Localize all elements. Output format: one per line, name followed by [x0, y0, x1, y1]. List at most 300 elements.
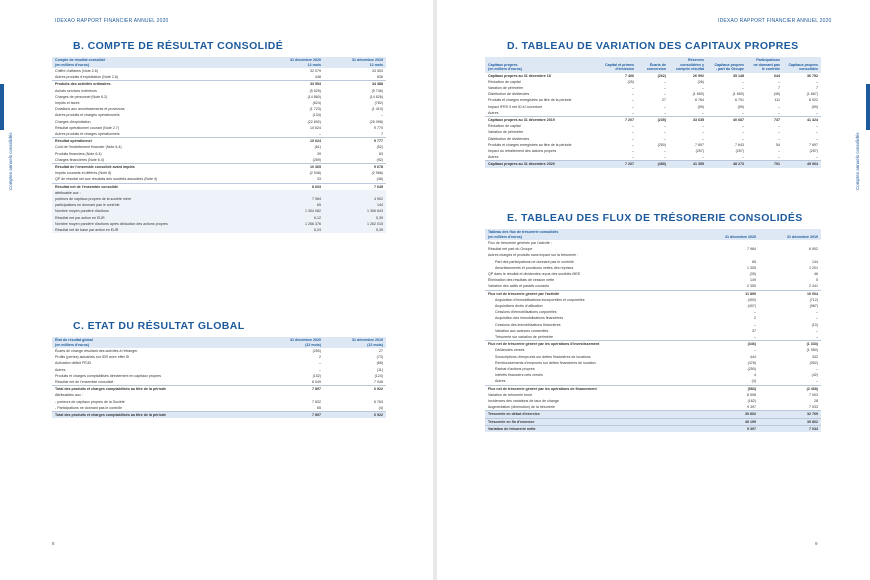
column-header: Compte de résultat consolidé (en milliers d'euros): [52, 57, 262, 68]
cell-value: 6 764: [695, 98, 704, 103]
value-prior-year: (5 746): [371, 88, 383, 93]
row-label: Attribuables aux :: [55, 393, 83, 398]
row-label: Trésorerie en début d'exercice: [485, 411, 697, 418]
row-label: Variation de périmètre: [488, 85, 524, 90]
value-prior-year: 6 922: [324, 412, 386, 419]
cell-value: –: [632, 98, 634, 103]
row-label: - porteurs de capitaux propres de la Société: [55, 399, 125, 404]
cell-value: –: [632, 124, 634, 129]
cell-value: 7 697: [809, 142, 818, 147]
value-prior-year: 32 769: [759, 411, 821, 418]
cell-value: 40 687: [707, 116, 747, 123]
cell-value: –: [632, 130, 634, 135]
cell-value: –: [632, 136, 634, 141]
cell-value: (257): [695, 148, 704, 153]
value-prior-year: 7 033: [809, 405, 818, 410]
table-row: [485, 385, 821, 392]
cell-value: –: [816, 110, 818, 115]
page-number: 8: [52, 541, 55, 546]
value-prior-year: –: [816, 379, 818, 384]
row-label: Acquisitions droits d'utilisation: [495, 304, 543, 309]
row-label: Profits (pertes) actuariels sur IDR avec effet ID: [55, 355, 130, 360]
cell-value: –: [742, 130, 744, 135]
cell-value: –: [742, 79, 744, 84]
table-row: [52, 405, 386, 412]
cell-value: –: [664, 104, 666, 109]
table-row: [52, 183, 386, 190]
row-label: Résultat de l'ensemble consolidé avant impôts: [52, 164, 262, 171]
left-page: [0, 0, 433, 580]
side-label: Comptes annuels consolidés: [855, 132, 860, 190]
value-prior-year: (11): [376, 367, 383, 372]
section-c-title: C. ETAT DU RÉSULTAT GLOBAL: [73, 320, 245, 332]
value-current-year: (624): [312, 101, 321, 106]
cell-value: (1 650): [692, 92, 704, 97]
table-row: [485, 154, 821, 161]
column-header: Réserves consolidées y compris résultat: [669, 57, 707, 73]
column-header: État du résultat global (en milliers d'euros): [52, 337, 262, 348]
row-label: Produits et charges enregistrés au titre de la période: [488, 98, 572, 103]
value-current-year: (407): [747, 304, 756, 309]
value-prior-year: (2 468): [759, 385, 821, 392]
row-label: Acquisition d'immobilisations incorporelles et corporelles: [495, 297, 585, 302]
row-label: Produits financiers (Note 6.4): [55, 151, 102, 156]
value-current-year: (14 860): [307, 94, 321, 99]
row-label: Charges financières (Note 6.4): [55, 157, 104, 162]
table-row: [485, 425, 821, 432]
value-prior-year: 7 645: [324, 183, 386, 190]
table-row: [52, 164, 386, 171]
cell-value: 791: [747, 161, 783, 168]
value-prior-year: (10): [811, 322, 818, 327]
cell-value: –: [664, 124, 666, 129]
cell-value: –: [816, 155, 818, 160]
cell-value: (257): [809, 148, 818, 153]
cell-value: –: [742, 155, 744, 160]
value-current-year: 65: [262, 202, 324, 208]
value-prior-year: 6 922: [324, 386, 386, 393]
cell-value: –: [702, 130, 704, 135]
value-current-year: (250): [312, 349, 321, 353]
table-row: [485, 334, 821, 341]
table-row: [52, 227, 386, 233]
value-prior-year: (952): [809, 360, 818, 365]
value-current-year: –: [754, 310, 756, 315]
cell-value: –: [632, 110, 634, 115]
value-prior-year: 9 777: [324, 138, 386, 145]
cell-value: 7: [816, 85, 818, 90]
row-label: Résultat net de l'ensemble consolidé: [52, 183, 262, 190]
cell-value: (45): [773, 92, 780, 97]
row-label: Flux net de trésorerie généré par l'activité: [485, 290, 697, 297]
value-current-year: 1 266 376: [262, 221, 324, 227]
value-current-year: 65: [317, 405, 321, 410]
value-current-year: (22 892): [307, 119, 321, 124]
cell-value: 737: [747, 116, 783, 123]
row-label: Résultat net part du Groupe: [488, 247, 533, 252]
cell-value: 41 355: [669, 161, 707, 168]
value-current-year: 7 897: [262, 386, 324, 393]
cell-value: –: [742, 110, 744, 115]
value-prior-year: (2 986): [371, 171, 383, 176]
cell-value: –: [778, 124, 780, 129]
row-label: - Participations ne donnant pas le contrôle: [55, 405, 123, 410]
row-label: Capitaux propres au 31 décembre 2019: [485, 116, 599, 123]
value-current-year: (346): [697, 341, 759, 348]
page-number: 9: [815, 541, 818, 546]
value-current-year: 49 199: [697, 418, 759, 425]
column-header: 31 décembre 2019 (12 mois): [324, 337, 386, 348]
cell-value: (59): [737, 104, 744, 109]
cell-value: (26): [697, 79, 704, 84]
row-label: Autres: [495, 379, 506, 384]
row-label: Remboursements d'emprunts sur dettes financières de location: [495, 360, 596, 365]
table-row: [52, 386, 386, 393]
equity-changes-table: [485, 57, 821, 168]
cell-value: 33 635: [669, 116, 707, 123]
value-current-year: 7 984: [747, 247, 756, 252]
row-label: Achats services extérieurs: [55, 88, 97, 93]
table-row: [52, 138, 386, 145]
cell-value: 644: [774, 73, 780, 78]
cell-value: –: [702, 155, 704, 160]
row-label: Flux de trésorerie générés par l'activité :: [488, 241, 552, 245]
row-label: Variation aux avances consenties: [495, 328, 549, 333]
value-current-year: (5 529): [309, 88, 321, 93]
value-current-year: 6,24: [262, 227, 324, 233]
row-label: Réduction de capital: [488, 124, 521, 129]
row-label: Produits et charges enregistrés au titre de la période: [488, 142, 572, 147]
table-row: [485, 161, 821, 168]
value-prior-year: (25 098): [369, 119, 383, 124]
cell-value: –: [664, 110, 666, 115]
column-header: Capitaux propres consolidés: [783, 57, 821, 73]
cell-value: (1 650): [732, 92, 744, 97]
cell-value: –: [778, 148, 780, 153]
value-prior-year: (73): [376, 355, 383, 360]
row-label: Incidences des variations de taux de change: [488, 399, 559, 404]
row-label: Capitaux propres au 31 décembre 2020: [485, 161, 599, 168]
value-current-year: 11 890: [697, 290, 759, 297]
cell-value: –: [816, 79, 818, 84]
cell-value: (257): [735, 148, 744, 153]
value-prior-year: 39 802: [759, 418, 821, 425]
value-prior-year: 46: [814, 272, 818, 277]
cell-value: –: [778, 104, 780, 109]
value-current-year: 32 079: [310, 69, 321, 73]
column-header: 31 décembre 2020 12 mois: [262, 57, 324, 68]
row-label: Nombre moyen pondéré d'actions après déduction des actions propres: [52, 221, 262, 227]
cell-value: –: [778, 155, 780, 160]
value-current-year: 33: [317, 177, 321, 182]
value-prior-year: (48): [376, 177, 383, 182]
cell-value: (59): [811, 104, 818, 109]
value-prior-year: 27: [379, 349, 383, 353]
cell-value: –: [632, 148, 634, 153]
column-header: 31 décembre 2020 (12 mois): [262, 337, 324, 348]
value-prior-year: 5,39: [324, 227, 386, 233]
cell-value: 7: [778, 85, 780, 90]
row-label: Autres produits d'exploitation (Note 2.6): [55, 75, 119, 80]
value-prior-year: (92): [376, 157, 383, 162]
cell-value: 7 207: [599, 161, 637, 168]
value-current-year: (583): [697, 385, 759, 392]
table-row: [485, 341, 821, 348]
value-current-year: (250): [747, 367, 756, 372]
cell-value: –: [664, 92, 666, 97]
row-label: Part des participations ne donnant pas le contrôle: [495, 259, 574, 264]
cell-value: 7 897: [695, 142, 704, 147]
row-label: Autres produits et charges opérationnels: [55, 113, 120, 118]
value-prior-year: –: [816, 316, 818, 321]
cell-value: –: [778, 110, 780, 115]
value-current-year: 39: [317, 151, 321, 156]
value-current-year: 37: [752, 328, 756, 333]
row-label: Résultat opérationnel courant (Note 2.7): [55, 125, 119, 130]
cell-value: 7 207: [599, 116, 637, 123]
cash-flow-table: [485, 229, 821, 432]
row-label: Autres: [488, 155, 499, 160]
cell-value: –: [664, 79, 666, 84]
table-row: [52, 74, 386, 81]
cell-value: (262): [657, 73, 666, 78]
row-label: Distribution de dividendes: [488, 92, 530, 97]
row-label: Autres: [55, 367, 66, 372]
cell-value: –: [742, 124, 744, 129]
cell-value: –: [702, 85, 704, 90]
row-label: Produits des activités ordinaires: [52, 81, 262, 88]
value-prior-year: 7 033: [759, 425, 821, 432]
value-prior-year: 83: [379, 151, 383, 156]
row-label: Variation de périmètre: [488, 130, 524, 135]
row-label: Cessions d'immobilisations corporelles: [495, 310, 557, 315]
value-prior-year: (4): [378, 405, 383, 410]
column-header: Participations ne donnant pas le contrôle: [747, 57, 783, 73]
cell-value: –: [742, 136, 744, 141]
right-page: [437, 0, 870, 580]
value-current-year: (2 948): [309, 171, 321, 176]
value-current-year: (61): [314, 145, 321, 150]
value-prior-year: 7: [381, 132, 383, 137]
cell-value: 54: [776, 142, 780, 147]
cell-value: (1 667): [806, 92, 818, 97]
value-prior-year: –: [816, 335, 818, 340]
side-label: Comptes annuels consolidés: [8, 132, 13, 190]
row-label: Flux net de trésorerie généré par les opérations de financement: [485, 385, 697, 392]
value-prior-year: 144: [324, 202, 386, 208]
value-current-year: 10 624: [262, 138, 324, 145]
value-current-year: 9 397: [697, 425, 759, 432]
table-header-row: [52, 337, 386, 348]
row-label: Produits et charges comptabilisés directement en capitaux propres: [55, 373, 162, 378]
value-current-year: –: [754, 348, 756, 353]
comprehensive-income-table: [52, 337, 386, 418]
row-label: QP dans le résultat et dividendes reçus des sociétés MEE: [488, 272, 581, 277]
value-current-year: 7 832: [312, 399, 321, 404]
value-prior-year: 1 262 015: [324, 221, 386, 227]
cell-value: –: [632, 85, 634, 90]
column-header: Capitaux propres - part du Groupe: [707, 57, 747, 73]
cell-value: –: [664, 130, 666, 135]
cell-value: –: [816, 124, 818, 129]
value-current-year: 7 897: [262, 412, 324, 419]
row-label: Charges de personnel (Note 6.2): [55, 94, 108, 99]
cell-value: –: [632, 104, 634, 109]
cell-value: (235): [637, 116, 669, 123]
table-row: [485, 418, 821, 425]
income-statement-table: [52, 57, 386, 233]
value-current-year: 1 304 082: [262, 208, 324, 214]
row-label: attribuable aux :: [52, 190, 262, 196]
row-label: Résultat net de base par action en EUR: [52, 227, 262, 233]
value-prior-year: (52): [376, 145, 383, 150]
row-label: Coût de l'endettement financier (Note 6.4): [55, 145, 122, 150]
value-prior-year: –: [816, 367, 818, 372]
value-current-year: 8 598: [747, 392, 756, 397]
cell-value: (489): [637, 161, 669, 168]
value-prior-year: (782): [374, 101, 383, 106]
cell-value: 26 992: [693, 73, 704, 78]
value-prior-year: 33 553: [372, 69, 383, 73]
table-row: [485, 290, 821, 297]
row-label: Variation de trésorerie brute: [488, 392, 533, 397]
row-label: Total des produits et charges comptabilisés au titre de la période: [52, 412, 262, 419]
table-row: [52, 379, 386, 386]
side-tab-marker: [866, 84, 870, 130]
row-label: Chiffre d'affaires (Note 2.6): [55, 69, 98, 73]
cell-value: –: [664, 155, 666, 160]
row-label: Total des produits et charges comptabilisés au titre de la période: [52, 386, 262, 393]
side-tab-marker: [0, 84, 4, 130]
row-label: Impôts courants et différés (Note 8): [55, 171, 112, 176]
table-row: [52, 81, 386, 88]
row-label: porteurs de capitaux propres de la société mère: [52, 196, 262, 202]
cell-value: –: [632, 155, 634, 160]
value-prior-year: (1 950): [806, 348, 818, 353]
value-prior-year: 10 004: [759, 290, 821, 297]
value-prior-year: 9 770: [374, 125, 383, 130]
value-prior-year: 836: [377, 75, 383, 80]
value-current-year: (400): [747, 297, 756, 302]
value-prior-year: (14 626): [369, 94, 383, 99]
cell-value: 41 424: [783, 116, 821, 123]
value-current-year: –: [754, 335, 756, 340]
cell-value: –: [632, 142, 634, 147]
value-prior-year: 1 306 643: [324, 208, 386, 214]
value-prior-year: 34 388: [324, 81, 386, 88]
row-label: Variation de trésorerie nette: [485, 425, 697, 432]
value-current-year: –: [319, 132, 321, 137]
row-label: Distribution de dividendes: [488, 136, 530, 141]
row-label: Écarts de change résultant des activités à l'étranger: [55, 349, 138, 353]
table-header-row: [52, 57, 386, 68]
value-current-year: 444: [750, 354, 756, 359]
value-current-year: 2: [754, 316, 756, 321]
row-label: Résultat net par action en EUR: [52, 215, 262, 221]
value-prior-year: 332: [812, 354, 818, 359]
value-current-year: 10 365: [262, 164, 324, 171]
row-label: Amortissements et provisions nettes des reprises: [495, 265, 574, 270]
cell-value: 6 791: [735, 98, 744, 103]
row-label: QP de résultat net aux résultats des sociétés associées (Note 4): [55, 177, 158, 182]
value-prior-year: (42): [811, 373, 818, 378]
cell-value: –: [816, 136, 818, 141]
value-current-year: 448: [315, 75, 321, 80]
value-prior-year: 6 902: [809, 247, 818, 252]
cell-value: (25): [627, 79, 634, 84]
value-current-year: 33 554: [262, 81, 324, 88]
cell-value: –: [778, 130, 780, 135]
value-current-year: (289): [312, 157, 321, 162]
section-b-title: B. COMPTE DE RÉSULTAT CONSOLIDÉ: [73, 40, 284, 52]
value-prior-year: (68): [376, 361, 383, 366]
value-current-year: –: [754, 322, 756, 327]
value-current-year: 7 984: [262, 196, 324, 202]
table-row: [485, 411, 821, 418]
cell-value: –: [778, 79, 780, 84]
cell-value: –: [664, 136, 666, 141]
value-current-year: 8 049: [312, 380, 321, 385]
value-current-year: (35): [749, 272, 756, 277]
table-row: [485, 110, 821, 117]
cell-value: –: [664, 85, 666, 90]
cell-value: 36 792: [807, 73, 818, 78]
column-header: Tableau des flux de trésorerie consolidés (en milliers d'euros): [485, 229, 697, 240]
cell-value: 49 064: [783, 161, 821, 168]
cell-value: –: [702, 124, 704, 129]
value-prior-year: –: [381, 113, 383, 118]
row-label: Trésorerie en fin d'exercice: [485, 418, 697, 425]
value-current-year: 6,12: [262, 215, 324, 221]
value-current-year: 2: [319, 355, 321, 360]
cell-value: –: [816, 130, 818, 135]
table-row: [485, 116, 821, 123]
value-prior-year: 4 902: [324, 196, 386, 202]
row-label: Dotations aux amortissements et provisions: [55, 107, 125, 112]
cell-value: 27: [662, 98, 666, 103]
column-header: 31 décembre 2020: [697, 229, 759, 240]
value-prior-year: (1 410): [371, 107, 383, 112]
row-label: Capitaux propres au 31 décembre 18: [488, 73, 551, 78]
value-prior-year: 9 678: [324, 164, 386, 171]
row-label: Activation déficit FRJD: [55, 361, 92, 366]
value-prior-year: –: [816, 328, 818, 333]
value-current-year: 10 624: [310, 125, 321, 130]
row-label: Autres charges et produits sans impact sur la trésorerie :: [488, 253, 579, 258]
value-prior-year: 5,39: [324, 215, 386, 221]
value-current-year: (162): [747, 399, 756, 404]
row-label: Autres produits et charges opérationnels: [55, 132, 120, 137]
value-current-year: (134): [312, 113, 321, 118]
table-header-row: [485, 57, 821, 73]
running-header: IDEXAO RAPPORT FINANCIER ANNUEL 2020: [718, 18, 832, 24]
table-row: [485, 378, 821, 385]
row-label: Intérêts financiers nets versés: [495, 373, 543, 378]
row-label: Cessions des immobilisations financières: [495, 322, 561, 327]
row-label: Trésorerie sur variation de périmètre: [495, 335, 553, 340]
cell-value: –: [702, 136, 704, 141]
column-header: Écarts de conversion: [637, 57, 669, 73]
value-prior-year: (124): [374, 373, 383, 378]
section-e-title: E. TABLEAU DES FLUX DE TRÉSORERIE CONSOLIDÉS: [507, 212, 803, 224]
cell-value: (59): [697, 104, 704, 109]
value-current-year: 9 397: [747, 405, 756, 410]
table-row: [52, 176, 386, 183]
cell-value: 7 643: [735, 142, 744, 147]
row-label: Résultat opérationnel: [52, 138, 262, 145]
cell-value: 48 273: [707, 161, 747, 168]
row-label: Acquisition des immobilisations financières: [495, 316, 564, 321]
